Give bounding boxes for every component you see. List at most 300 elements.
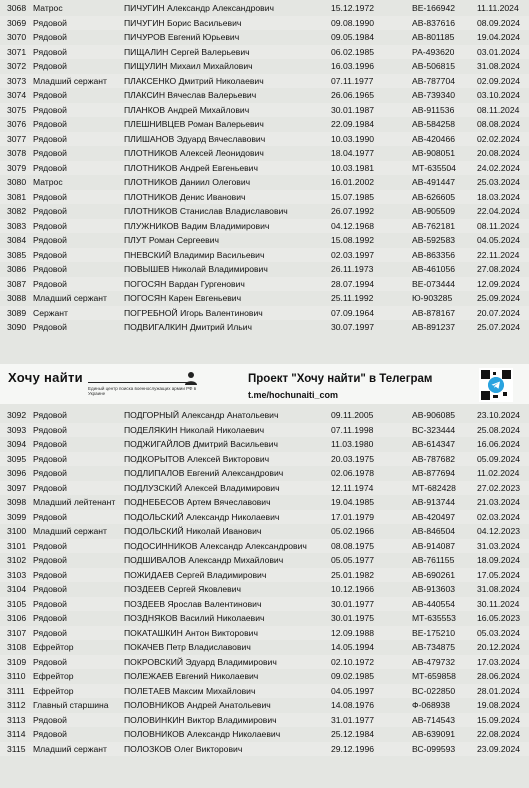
row-birth-date: 14.08.1976 [331, 700, 375, 710]
row-full-name: ПОДЖИГАЙЛОВ Дмитрий Васильевич [124, 439, 278, 449]
row-birth-date: 31.01.1977 [331, 714, 375, 725]
row-number: 3103 [7, 569, 27, 580]
row-date: 23.10.2024 [477, 410, 521, 420]
row-date: 03.01.2024 [477, 46, 521, 57]
row-rank: Рядовой [33, 613, 67, 623]
row-document-id: АВ-911536 [412, 104, 455, 115]
row-document-id: Ф-068938 [412, 700, 451, 710]
row-document-id: АВ-491447 [412, 177, 456, 187]
row-number: 3077 [7, 133, 27, 144]
row-number: 3099 [7, 511, 27, 522]
telegram-icon [488, 377, 504, 393]
row-date: 24.02.2024 [477, 162, 521, 173]
row-rank: Младший лейтенант [33, 497, 116, 507]
row-date: 20.12.2024 [477, 642, 521, 652]
row-rank: Рядовой [33, 598, 67, 609]
table-row [0, 59, 529, 74]
row-date: 08.11.2024 [477, 104, 520, 115]
row-number: 3093 [7, 424, 27, 435]
row-number: 3071 [7, 46, 27, 57]
row-date: 16.05.2023 [477, 613, 521, 623]
row-number: 3087 [7, 278, 27, 289]
row-rank: Рядовой [33, 249, 67, 260]
row-document-id: АВ-878167 [412, 307, 456, 318]
table-row [0, 233, 529, 248]
row-rank: Рядовой [33, 424, 67, 435]
table-row [0, 582, 529, 597]
row-date: 15.09.2024 [477, 714, 521, 725]
row-birth-date: 30.07.1997 [331, 322, 375, 332]
row-full-name: ПЛОТНИКОВ Даниил Олегович [124, 177, 251, 187]
table-row [0, 713, 529, 728]
table-row [0, 277, 529, 292]
row-number: 3070 [7, 32, 27, 42]
row-document-id: ВЕ-175210 [412, 627, 456, 638]
row-number: 3092 [7, 410, 27, 420]
row-date: 18.03.2024 [477, 191, 521, 202]
row-number: 3111 [7, 685, 25, 696]
row-rank: Рядовой [33, 410, 67, 420]
table-row [0, 262, 529, 277]
row-number: 3096 [7, 468, 27, 478]
row-document-id: МТ-659858 [412, 671, 456, 681]
row-full-name: ПИЩУЛИН Михаил Михайлович [124, 61, 253, 71]
row-number: 3076 [7, 119, 27, 129]
row-full-name: ПОКАТАШКИН Антон Викторович [124, 627, 258, 638]
row-full-name: ПОДЛУЗСКИЙ Алексей Владимирович [124, 482, 280, 493]
row-document-id: АВ-440554 [412, 598, 456, 609]
row-rank: Младший сержант [33, 293, 107, 303]
row-date: 30.11.2024 [477, 598, 520, 609]
row-document-id: АВ-787682 [412, 453, 456, 464]
row-birth-date: 11.03.1980 [331, 439, 374, 449]
table-row [0, 539, 529, 554]
row-number: 3079 [7, 162, 27, 173]
row-full-name: ПНЕВСКИЙ Владимир Васильевич [124, 249, 265, 260]
row-number: 3115 [7, 743, 26, 754]
row-full-name: ПОДВИГАЛКИН Дмитрий Ильич [124, 322, 252, 332]
table-row [0, 103, 529, 118]
row-birth-date: 14.05.1994 [331, 642, 375, 652]
row-birth-date: 10.12.1966 [331, 584, 375, 594]
row-number: 3102 [7, 555, 27, 565]
table-row [0, 248, 529, 263]
row-rank: Рядовой [33, 511, 67, 522]
row-full-name: ПИЧУГИН Александр Александрович [124, 3, 274, 13]
row-number: 3088 [7, 293, 27, 303]
row-number: 3072 [7, 61, 27, 71]
row-number: 3101 [7, 540, 27, 551]
row-birth-date: 26.06.1965 [331, 90, 375, 100]
row-rank: Рядовой [33, 17, 67, 28]
row-document-id: ВЕ-166942 [412, 3, 456, 13]
row-rank: Рядовой [33, 569, 67, 580]
row-full-name: ПОДОЛЬСКИЙ Николай Иванович [124, 526, 262, 536]
row-birth-date: 04.05.1997 [331, 685, 375, 696]
row-date: 22.04.2024 [477, 206, 521, 216]
row-full-name: ПИЧУРОВ Евгений Юрьевич [124, 32, 240, 42]
row-document-id: МТ-635553 [412, 613, 456, 623]
row-date: 20.08.2024 [477, 148, 521, 158]
row-full-name: ПОЛОВНИКОВ Александр Николаевич [124, 729, 281, 739]
row-birth-date: 25.12.1984 [331, 729, 375, 739]
row-rank: Рядовой [33, 656, 67, 667]
row-number: 3082 [7, 206, 27, 216]
row-rank: Рядовой [33, 453, 67, 464]
row-document-id: АВ-846504 [412, 526, 456, 536]
row-birth-date: 15.12.1972 [331, 3, 375, 13]
row-birth-date: 12.09.1988 [331, 627, 375, 638]
row-document-id: АВ-420466 [412, 133, 456, 144]
row-date: 31.08.2024 [477, 61, 521, 71]
table-row [0, 626, 529, 641]
row-number: 3089 [7, 307, 27, 318]
row-number: 3106 [7, 613, 27, 623]
row-rank: Рядовой [33, 555, 67, 565]
row-document-id: АВ-891237 [412, 322, 456, 332]
row-date: 04.05.2024 [477, 235, 521, 245]
row-document-id: АВ-863356 [412, 249, 456, 260]
table-row [0, 30, 529, 45]
row-rank: Рядовой [33, 235, 67, 245]
row-rank: Младший сержант [33, 526, 107, 536]
row-date: 28.06.2024 [477, 671, 521, 681]
row-birth-date: 10.03.1981 [331, 162, 375, 173]
casualty-list-bottom [0, 408, 529, 756]
row-date: 25.03.2024 [477, 177, 521, 187]
row-number: 3105 [7, 598, 27, 609]
row-rank: Младший сержант [33, 75, 107, 86]
row-rank: Матрос [33, 3, 63, 13]
row-document-id: АВ-614347 [412, 439, 456, 449]
row-birth-date: 30.01.1975 [331, 613, 375, 623]
table-row [0, 88, 529, 103]
table-row [0, 1, 529, 16]
row-rank: Ефрейтор [33, 685, 74, 696]
row-document-id: АВ-592583 [412, 235, 456, 245]
table-row [0, 45, 529, 60]
row-rank: Рядовой [33, 206, 67, 216]
row-full-name: ПЛАКСЕНКО Дмитрий Николаевич [124, 75, 264, 86]
row-number: 3104 [7, 584, 27, 594]
row-full-name: ПОЛОВИНКИН Виктор Владимирович [124, 714, 277, 725]
row-number: 3108 [7, 642, 27, 652]
row-date: 27.02.2023 [477, 482, 521, 493]
row-date: 31.08.2024 [477, 584, 521, 594]
row-full-name: ПИЧУГИН Борис Васильевич [124, 17, 242, 28]
row-number: 3100 [7, 526, 27, 536]
row-birth-date: 20.03.1975 [331, 453, 375, 464]
row-birth-date: 15.08.1992 [331, 235, 375, 245]
table-row [0, 510, 529, 525]
row-birth-date: 26.11.1973 [331, 264, 374, 274]
row-document-id: АВ-420497 [412, 511, 456, 522]
row-full-name: ПОЗДЕЕВ Сергей Яковлевич [124, 584, 241, 594]
table-row [0, 74, 529, 89]
row-full-name: ПОКРОВСКИЙ Эдуард Владимирович [124, 656, 277, 667]
row-full-name: ПОЛЕЖАЕВ Евгений Николаевич [124, 671, 259, 681]
row-full-name: ПОЛЕТАЕВ Максим Михайлович [124, 685, 256, 696]
table-row [0, 437, 529, 452]
row-full-name: ПОДОЛЬСКИЙ Александр Николаевич [124, 511, 280, 522]
table-row [0, 204, 529, 219]
row-full-name: ПЛОТНИКОВ Алексей Леонидович [124, 148, 264, 158]
row-birth-date: 10.03.1990 [331, 133, 375, 144]
row-full-name: ПЛАКСИН Вячеслав Валерьевич [124, 90, 257, 100]
row-document-id: АВ-837616 [412, 17, 456, 28]
table-row [0, 423, 529, 438]
row-date: 17.03.2024 [477, 656, 521, 667]
row-number: 3083 [7, 220, 27, 231]
row-date: 21.03.2024 [477, 497, 521, 507]
person-icon [184, 371, 198, 385]
table-row [0, 466, 529, 481]
row-rank: Рядовой [33, 90, 67, 100]
row-rank: Рядовой [33, 322, 67, 332]
table-row [0, 190, 529, 205]
row-number: 3084 [7, 235, 27, 245]
row-date: 18.09.2024 [477, 555, 521, 565]
row-date: 05.03.2024 [477, 627, 521, 638]
row-document-id: АВ-461056 [412, 264, 456, 274]
table-row [0, 524, 529, 539]
row-birth-date: 04.12.1968 [331, 220, 375, 231]
row-rank: Рядовой [33, 540, 67, 551]
row-birth-date: 07.11.1998 [331, 424, 374, 435]
row-document-id: АВ-714543 [412, 714, 456, 725]
row-document-id: АВ-787704 [412, 75, 456, 86]
row-full-name: ПЛЕШНИВЦЕВ Роман Валерьевич [124, 119, 264, 129]
row-number: 3112 [7, 700, 26, 710]
row-rank: Рядовой [33, 584, 67, 594]
row-rank: Рядовой [33, 220, 67, 231]
row-document-id: МТ-682428 [412, 482, 456, 493]
row-full-name: ПОДКОРЫТОВ Алексей Викторович [124, 453, 270, 464]
row-document-id: РА-493620 [412, 46, 455, 57]
row-rank: Рядовой [33, 468, 67, 478]
row-document-id: АВ-479732 [412, 656, 456, 667]
row-rank: Младший сержант [33, 743, 107, 754]
row-rank: Рядовой [33, 119, 67, 129]
table-row [0, 219, 529, 234]
row-birth-date: 07.09.1964 [331, 307, 375, 318]
row-date: 03.10.2024 [477, 90, 521, 100]
table-row [0, 640, 529, 655]
row-birth-date: 16.03.1996 [331, 61, 375, 71]
row-rank: Рядовой [33, 191, 67, 202]
table-row [0, 175, 529, 190]
row-document-id: ВЕ-073444 [412, 278, 456, 289]
row-rank: Рядовой [33, 439, 67, 449]
row-date: 25.08.2024 [477, 424, 521, 435]
row-birth-date: 06.02.1985 [331, 46, 375, 57]
table-row [0, 727, 529, 742]
table-row [0, 306, 529, 321]
banner-subtitle: Единый центр поиска военнослужащих армии РФ в Украине [88, 386, 197, 396]
banner-underline [88, 382, 188, 383]
row-rank: Рядовой [33, 46, 67, 57]
row-birth-date: 22.09.1984 [331, 119, 375, 129]
row-date: 28.01.2024 [477, 685, 521, 696]
row-birth-date: 30.01.1977 [331, 598, 375, 609]
row-document-id: АВ-626605 [412, 191, 456, 202]
row-document-id: АВ-739340 [412, 90, 456, 100]
row-number: 3078 [7, 148, 27, 158]
row-full-name: ПОВЫШЕВ Николай Владимирович [124, 264, 268, 274]
row-document-id: АВ-914087 [412, 540, 456, 551]
row-number: 3073 [7, 75, 27, 86]
table-row [0, 320, 529, 335]
row-birth-date: 02.03.1997 [331, 249, 375, 260]
table-row [0, 16, 529, 31]
row-date: 02.02.2024 [477, 133, 521, 144]
row-number: 3098 [7, 497, 27, 507]
row-number: 3081 [7, 191, 27, 202]
row-number: 3097 [7, 482, 27, 493]
row-document-id: АВ-908051 [412, 148, 456, 158]
table-row [0, 669, 529, 684]
row-birth-date: 08.08.1975 [331, 540, 375, 551]
row-rank: Рядовой [33, 714, 67, 725]
row-date: 25.09.2024 [477, 293, 521, 303]
row-document-id: АВ-762181 [412, 220, 456, 231]
table-row [0, 742, 529, 757]
row-rank: Рядовой [33, 729, 67, 739]
row-birth-date: 09.08.1990 [331, 17, 375, 28]
row-document-id: АВ-877694 [412, 468, 456, 478]
row-birth-date: 05.02.1966 [331, 526, 375, 536]
row-date: 08.09.2024 [477, 17, 521, 28]
row-full-name: ПОДЛИПАЛОВ Евгений Александрович [124, 468, 284, 478]
table-row [0, 568, 529, 583]
row-document-id: ВС-099593 [412, 743, 456, 754]
row-date: 04.12.2023 [477, 526, 521, 536]
row-date: 27.08.2024 [477, 264, 521, 274]
row-rank: Рядовой [33, 264, 67, 274]
row-document-id: АВ-801185 [412, 32, 455, 42]
row-rank: Рядовой [33, 32, 67, 42]
row-number: 3095 [7, 453, 27, 464]
row-full-name: ПЛОТНИКОВ Станислав Владиславович [124, 206, 288, 216]
row-rank: Ефрейтор [33, 671, 74, 681]
row-full-name: ПЛАНКОВ Андрей Михайлович [124, 104, 250, 115]
row-full-name: ПОЖИДАЕВ Сергей Владимирович [124, 569, 267, 580]
row-document-id: ВС-323444 [412, 424, 456, 435]
row-date: 19.08.2024 [477, 700, 521, 710]
row-birth-date: 12.11.1974 [331, 482, 374, 493]
row-document-id: АВ-905509 [412, 206, 456, 216]
row-full-name: ПОЗДНЯКОВ Василий Николаевич [124, 613, 265, 623]
table-row [0, 146, 529, 161]
row-date: 02.03.2024 [477, 511, 521, 522]
row-number: 3068 [7, 3, 27, 13]
row-birth-date: 09.11.2005 [331, 410, 374, 420]
row-number: 3113 [7, 714, 26, 725]
row-full-name: ПОЛОВНИКОВ Андрей Анатольевич [124, 700, 271, 710]
table-row [0, 481, 529, 496]
row-number: 3114 [7, 729, 26, 739]
row-full-name: ПОГОСЯН Карен Евгеньевич [124, 293, 242, 303]
row-full-name: ПОДЕЛЯКИН Николай Николаевич [124, 424, 265, 435]
project-banner [0, 364, 529, 404]
table-row [0, 291, 529, 306]
row-full-name: ПЛОТНИКОВ Денис Иванович [124, 191, 246, 202]
row-rank: Рядовой [33, 133, 67, 144]
row-number: 3090 [7, 322, 27, 332]
row-birth-date: 25.11.1992 [331, 293, 374, 303]
row-birth-date: 02.10.1972 [331, 656, 375, 667]
row-document-id: АВ-639091 [412, 729, 456, 739]
row-number: 3075 [7, 104, 27, 115]
table-row [0, 161, 529, 176]
row-number: 3094 [7, 439, 27, 449]
telegram-link[interactable]: t.me/hochunaiti_com [248, 390, 339, 400]
row-rank: Рядовой [33, 104, 67, 115]
row-full-name: ПОКАЧЕВ Петр Владиславович [124, 642, 251, 652]
row-date: 08.11.2024 [477, 220, 520, 231]
row-document-id: АВ-761155 [412, 555, 455, 565]
table-row [0, 408, 529, 423]
row-date: 05.09.2024 [477, 453, 521, 464]
row-rank: Рядовой [33, 148, 67, 158]
row-full-name: ПОГРЕБНОЙ Игорь Валентинович [124, 307, 263, 318]
row-birth-date: 07.11.1977 [331, 75, 374, 86]
row-full-name: ПОДОСИННИКОВ Александр Александрович [124, 540, 307, 551]
row-number: 3107 [7, 627, 27, 638]
banner-project-title: Проект "Хочу найти" в Телеграм [248, 373, 433, 385]
table-row [0, 597, 529, 612]
row-date: 25.07.2024 [477, 322, 521, 332]
row-document-id: Ю-903285 [412, 293, 453, 303]
row-date: 19.04.2024 [477, 32, 521, 42]
row-document-id: АВ-913744 [412, 497, 456, 507]
row-full-name: ПИЩАЛИН Сергей Валерьевич [124, 46, 250, 57]
row-number: 3080 [7, 177, 27, 187]
row-date: 22.08.2024 [477, 729, 521, 739]
table-row [0, 495, 529, 510]
row-birth-date: 25.01.1982 [331, 569, 375, 580]
row-rank: Рядовой [33, 162, 67, 173]
table-row [0, 553, 529, 568]
row-rank: Главный старшина [33, 700, 109, 710]
row-birth-date: 17.01.1979 [331, 511, 375, 522]
row-birth-date: 19.04.1985 [331, 497, 375, 507]
row-date: 12.09.2024 [477, 278, 521, 289]
row-date: 20.07.2024 [477, 307, 521, 318]
row-birth-date: 18.04.1977 [331, 148, 375, 158]
row-rank: Ефрейтор [33, 642, 74, 652]
row-full-name: ПОГОСЯН Вардан Гургенович [124, 278, 245, 289]
row-birth-date: 15.07.1985 [331, 191, 375, 202]
row-rank: Рядовой [33, 278, 67, 289]
row-birth-date: 05.05.1977 [331, 555, 375, 565]
row-date: 16.06.2024 [477, 439, 521, 449]
row-document-id: АВ-506815 [412, 61, 456, 71]
row-rank: Рядовой [33, 482, 67, 493]
row-number: 3110 [7, 671, 26, 681]
row-full-name: ПОЗДЕЕВ Ярослав Валентинович [124, 598, 262, 609]
row-full-name: ПОДШИВАЛОВ Александр Михайлович [124, 555, 284, 565]
table-row [0, 132, 529, 147]
row-full-name: ПЛИШАНОВ Эдуард Вячеславович [124, 133, 266, 144]
table-row [0, 655, 529, 670]
row-date: 08.08.2024 [477, 119, 521, 129]
row-full-name: ПЛОТНИКОВ Андрей Евгеньевич [124, 162, 258, 173]
row-date: 17.05.2024 [477, 569, 521, 580]
row-document-id: ВС-022850 [412, 685, 456, 696]
row-date: 11.11.2024 [477, 3, 519, 13]
row-number: 3069 [7, 17, 27, 28]
